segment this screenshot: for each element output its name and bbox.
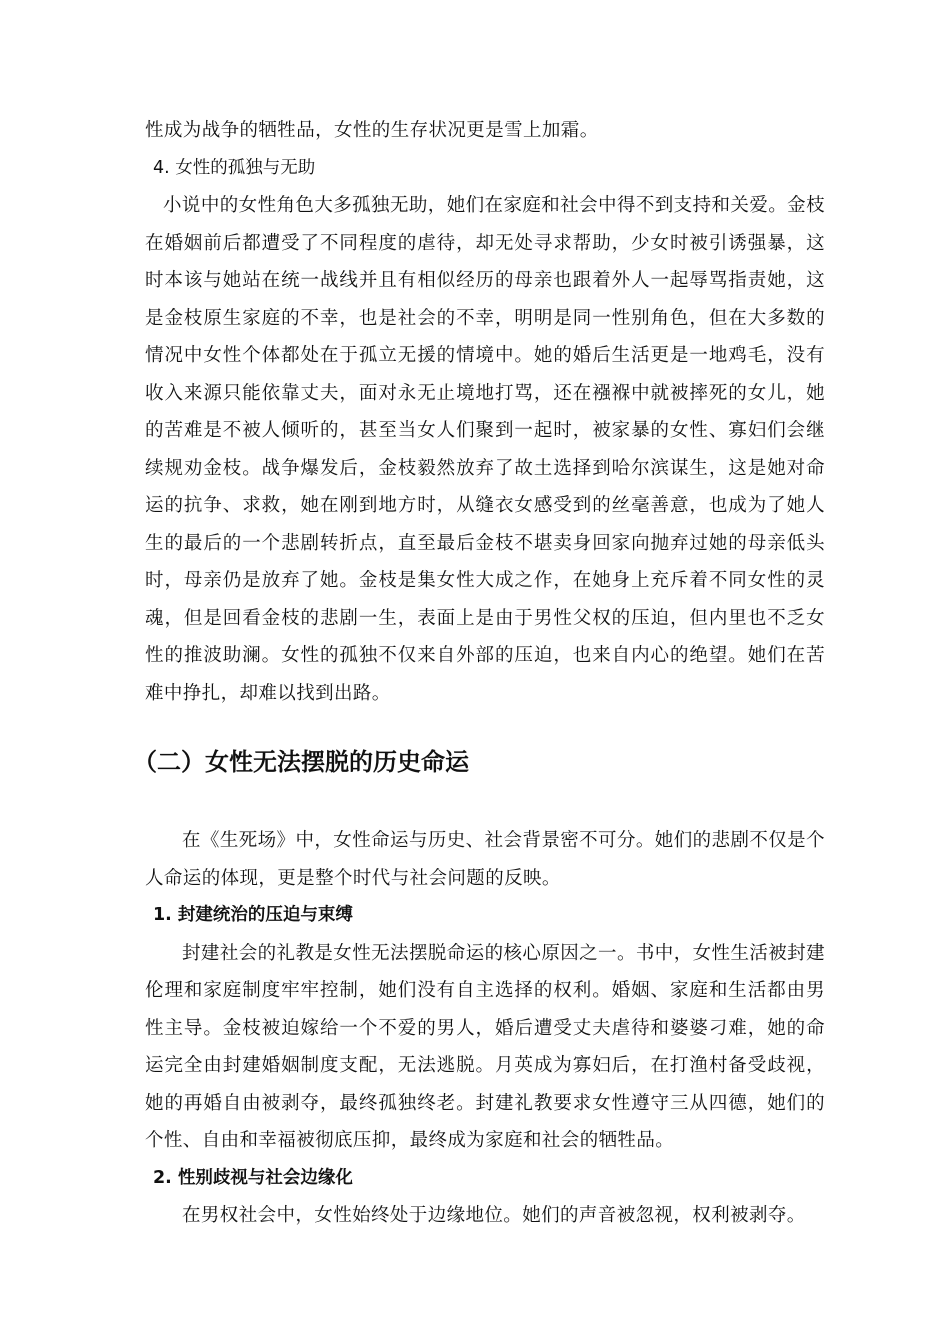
paragraph-feudal-oppression: 封建社会的礼教是女性无法摆脱命运的核心原因之一。书中，女性生活被封建伦理和家庭制度牢牢控制，她们没有自主选择的权利。婚姻、家庭和生活都由男性主导。金枝被迫嫁给一个不爱的男人，婚后遭受丈夫虐待和婆婆刁难，她的命运完全由封建婚姻制度支配，无法逃脱。月英成为寡妇后，在打渔村备受歧视，她的再婚自由被剥夺，最终孤独终老。封建礼教要求女性遵守三从四德，她们的个性、自由和幸福被彻底压抑，最终成为家庭和社会的牺牲品。 bbox=[145, 942, 825, 1151]
heading-feudal-oppression: 1. 封建统治的压迫与束缚 bbox=[153, 905, 353, 925]
paragraph-loneliness: 小说中的女性角色大多孤独无助，她们在家庭和社会中得不到支持和关爱。金枝在婚姻前后都遭受了不同程度的虐待，却无处寻求帮助，少女时被引诱强暴，这时本该与她站在统一战线并且有相似经历的母亲也跟着外人一起辱骂指责她，这是金枝原生家庭的不幸，也是社会的不幸，明明是同一性别角色，但在大多数的情况中女性个体都处在于孤立无援的情境中。她的婚后生活更是一地鸡毛，没有收入来源只能依靠丈夫，面对永无止境地打骂，还在襁褓中就被摔死的女儿，她的苦难是不被人倾听的，甚至当女人们聚到一起时，被家暴的女性、寡妇们会继续规劝金枝。战争爆发后，金枝毅然放弃了故土选择到哈尔滨谋生，这是她对命运的抗争、求救，她在刚到地方时，从缝衣女感受到的丝毫善意，也成为了她人生的最后的一个悲剧转折点，直至最后金枝不堪卖身回家向抛弃过她的母亲低头时，母亲仍是放弃了她。金枝是集女性大成之作，在她身上充斥着不同女性的灵魂，但是回看金枝的悲剧一生，表面上是由于男性父权的压迫，但内里也不乏女性的推波助澜。女性的孤独不仅来自外部的压迫，也来自内心的绝望。她们在苦难中挣扎，却难以找到出路。 bbox=[145, 195, 825, 704]
document-page bbox=[133, 112, 825, 1235]
heading-loneliness: 4. 女性的孤独与无助 bbox=[153, 157, 316, 178]
section-title-historical-fate: （二）女性无法摆脱的历史命运 bbox=[133, 748, 469, 776]
heading-gender-discrimination: 2. 性别歧视与社会边缘化 bbox=[153, 1167, 353, 1188]
paragraph-gender-discrimination: 在男权社会中，女性始终处于边缘地位。她们的声音被忽视，权利被剥夺。 bbox=[182, 1205, 806, 1226]
paragraph-intro-tail: 性成为战争的牺牲品，女性的生存状况更是雪上加霜。 bbox=[145, 120, 599, 141]
paragraph-section-intro: 在《生死场》中，女性命运与历史、社会背景密不可分。她们的悲剧不仅是个人命运的体现，更是整个时代与社会问题的反映。 bbox=[145, 830, 825, 889]
